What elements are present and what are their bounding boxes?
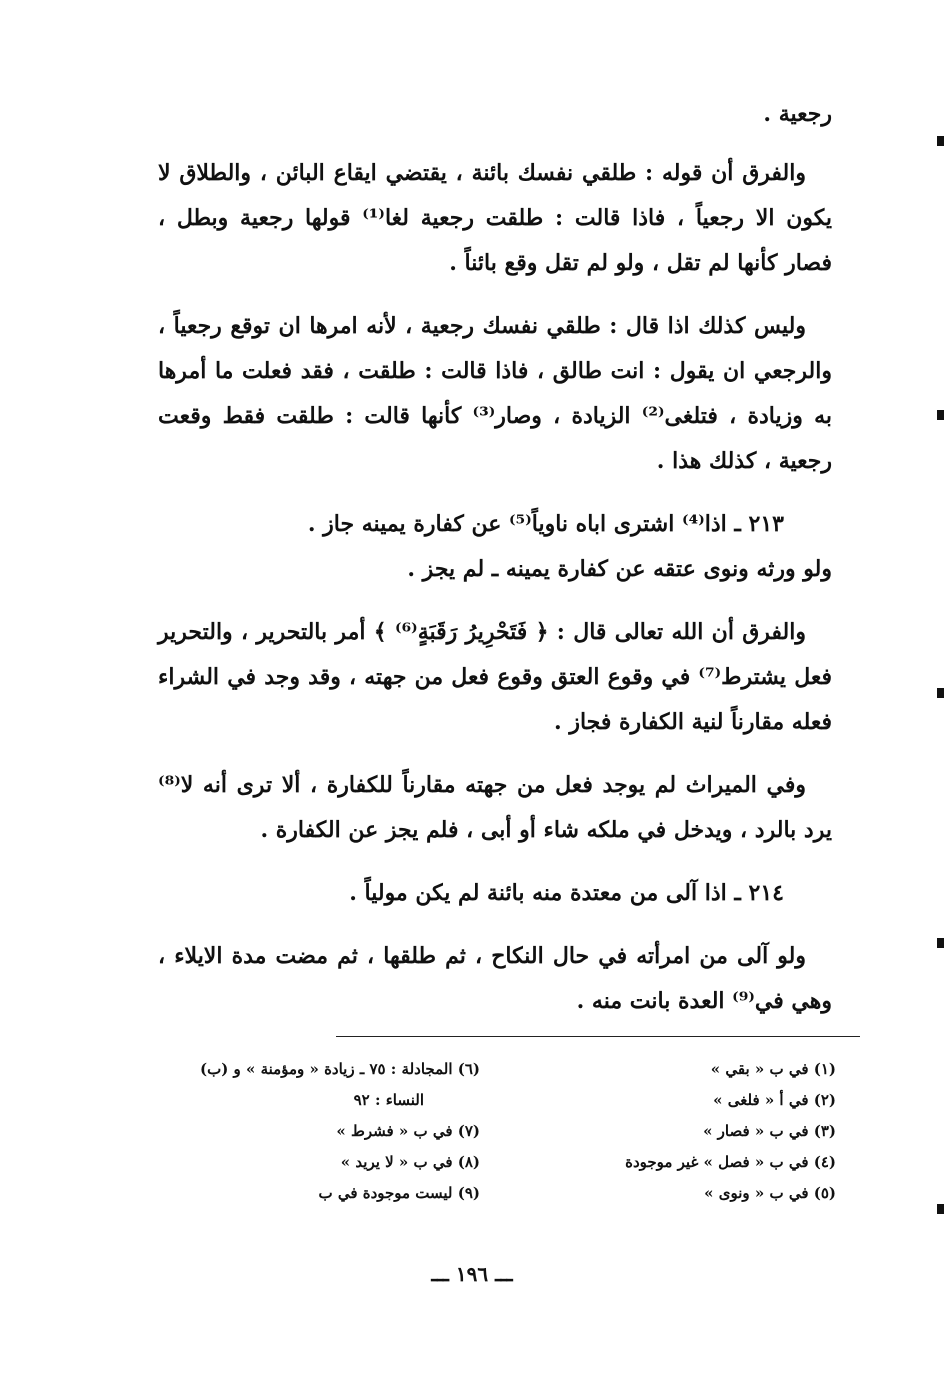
footnote-2: (٢) في أ « فلغى » <box>713 1091 836 1109</box>
paragraph-difference-1: والفرق أن قوله : طلقي نفسك بائنة ، يقتضي ايقاع البائن ، والطلاق لا يكون الا رجعياً ، فاذا قالت : طلقت رجعية لغا⁽¹⁾ قولها رجعية وبطل ، فصار كأنها لم تقل ، ولو لم تقل وقع بائناً . <box>158 160 832 276</box>
footnote-6: (٦) المجادلة : ٧٥ ـ زيادة « ومؤمنة » و (ب) <box>200 1060 480 1078</box>
margin-mark <box>937 410 944 420</box>
issue-214: ٢١٤ ـ اذا آلى من معتدة منه بائنة لم يكن مولياً . <box>349 880 784 906</box>
footnote-7: (٧) في ب « فشرط » <box>336 1122 480 1140</box>
issue-213-counter: ولو ورثه ونوى عتقه عن كفارة يمينه ـ لم يجز . <box>407 556 832 582</box>
margin-mark <box>937 136 944 146</box>
page-number: ـــ ١٩٦ ـــ <box>431 1262 513 1286</box>
main-text <box>158 92 832 1042</box>
margin-mark <box>937 1204 944 1214</box>
margin-mark <box>937 938 944 948</box>
footnotes-right-column <box>586 1054 836 1209</box>
paragraph-difference-4: وفي الميراث لم يوجد فعل من جهته مقارناً للكفارة ، ألا ترى أنه لا⁽⁸⁾ يرد بالرد ، ويدخل في ملكه شاء أو أبى ، فلم يجز عن الكفارة . <box>158 772 832 843</box>
paragraph-difference-3: والفرق أن الله تعالى قال : ﴿ فَتَحْرِيرُ رَقَبَةٍ⁽⁶⁾ ﴾ أمر بالتحرير ، والتحرير فعل يشترط⁽⁷⁾ في وقوع العتق وقوع فعل من جهته ، وقد وجد في الشراء فعله مقارناً لنية الكفارة فجاز . <box>158 619 833 735</box>
footnote-9: (٩) ليست موجودة في ب <box>318 1184 480 1202</box>
paragraph-difference-2: وليس كذلك اذا قال : طلقي نفسك رجعية ، لأنه امرها ان توقع رجعياً ، والرجعي ان يقول : انت طالق ، فاذا قالت : طلقت ، فقد فعلت ما أمرها به وزيادة ، فتلغى⁽²⁾ الزيادة ، وصار⁽³⁾ كأنها قالت : طلقت فقط وقعت رجعية ، كذلك هذا . <box>158 313 832 474</box>
footnotes <box>150 1054 836 1209</box>
footnote-divider <box>336 1036 860 1037</box>
footnote-5: (٥) في ب « ونوى » <box>704 1184 836 1202</box>
footnote-3: (٣) في ب « فصار » <box>703 1122 836 1140</box>
issue-214-counter: ولو آلى من امرأته في حال النكاح ، ثم طلقها ، ثم مضت مدة الايلاء ، وهي في⁽⁹⁾ العدة بانت منه . <box>158 943 832 1014</box>
footnote-4: (٤) في ب « فصل » غير موجودة <box>625 1153 836 1171</box>
footnotes-left-column <box>150 1054 480 1209</box>
footnote-6-continuation: النساء : ٩٢ <box>353 1091 424 1109</box>
footnote-8: (٨) في ب « لا يريد » <box>340 1153 480 1171</box>
footnote-1: (١) في ب « بقي » <box>710 1060 836 1078</box>
margin-mark <box>937 688 944 698</box>
issue-213: ٢١٣ ـ اذا⁽⁴⁾ اشترى اباه ناوياً⁽⁵⁾ عن كفارة يمينه جاز . <box>307 511 784 537</box>
paragraph-continuation: رجعية . <box>763 101 832 127</box>
